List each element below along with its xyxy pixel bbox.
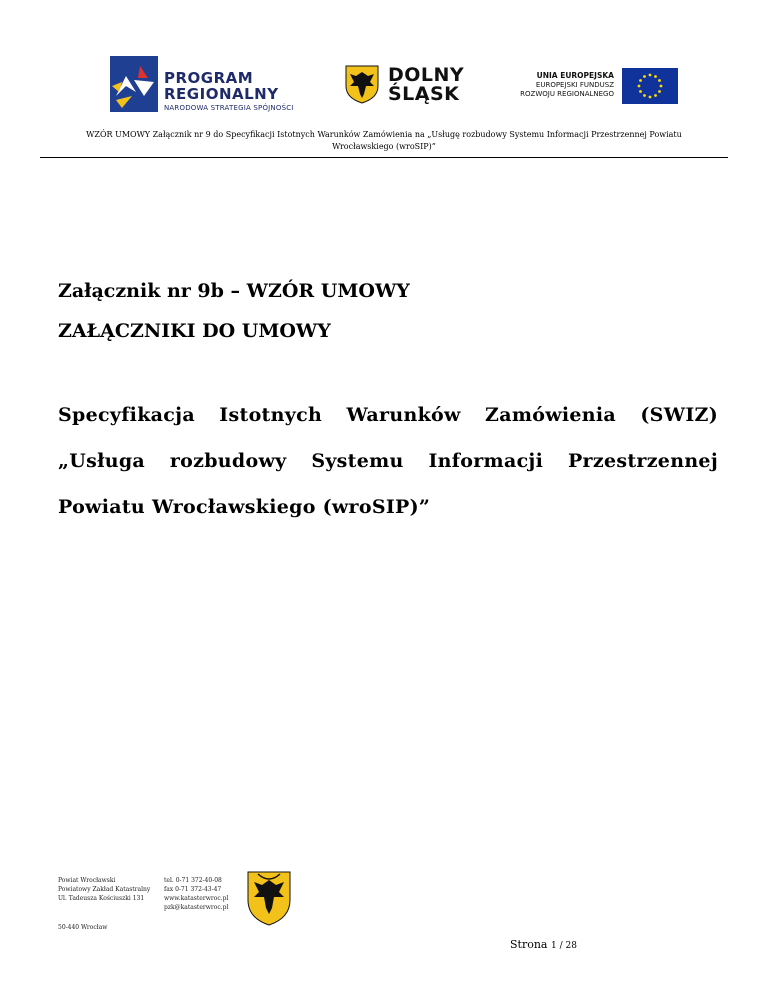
dolny-logo-line1: DOLNY [388, 64, 465, 86]
header-divider [40, 157, 728, 158]
program-logo-line1: PROGRAM [164, 69, 254, 87]
footer-email: pzk@katasterwroc.pl [164, 904, 229, 911]
eu-logo-line2: EUROPEJSKI FUNDUSZ [535, 81, 614, 89]
document-subtitle: ZAŁĄCZNIKI DO UMOWY [58, 320, 331, 342]
program-regionalny-logo [110, 56, 310, 112]
document-title: Załącznik nr 9b – WZÓR UMOWY [58, 280, 410, 302]
header-line1: WZÓR UMOWY Załącznik nr 9 do Specyfikacji Istotnych Warunków Zamówienia na „Usługę rozbudowy Systemu Informacji Przestrzennej Powiatu [86, 130, 682, 139]
spec-line1: Specyfikacja Istotnych Warunków Zamówienia (SWIZ) [58, 404, 718, 426]
footer-phone: tel. 0-71 372-40-08 [164, 877, 222, 884]
page-number [510, 938, 577, 951]
eu-flag-icon [622, 68, 678, 104]
program-logo-line2: REGIONALNY [164, 85, 279, 103]
dolny-logo-line2: ŚLĄSK [388, 83, 460, 105]
eagle-crest-icon [344, 64, 380, 104]
footer-address-line: Powiat Wrocławski [58, 877, 116, 884]
page-header [40, 129, 728, 153]
page-label: Strona [510, 938, 548, 951]
eu-logo-line3: ROZWOJU REGIONALNEGO [520, 90, 614, 98]
program-regionalny-emblem-icon [110, 56, 158, 112]
footer-website: www.katasterwroc.pl [164, 895, 229, 902]
footer-address-line: Powiatowy Zakład Katastralny [58, 886, 151, 893]
spec-line2: „Usługa rozbudowy Systemu Informacji Przestrzennej [58, 450, 718, 472]
powiat-crest-icon [246, 870, 292, 926]
footer-contact [164, 876, 228, 912]
footer-fax: fax 0-71 372-43-47 [164, 886, 222, 893]
eu-logo [508, 68, 678, 104]
page-count: 1 / 28 [550, 941, 577, 951]
program-logo-line3: NARODOWA STRATEGIA SPÓJNOŚCI [164, 104, 294, 112]
eu-logo-line1: UNIA EUROPEJSKA [536, 71, 614, 80]
header-line2: Wrocławskiego (wroSIP)” [332, 142, 436, 151]
dolny-slask-logo [344, 64, 474, 106]
footer-city: 50-440 Wrocław [58, 924, 108, 931]
footer-address [58, 876, 150, 903]
footer-address-line: Ul. Tadeusza Kościuszki 131 [58, 895, 145, 902]
spec-line3: Powiatu Wrocławskiego (wroSIP)” [58, 496, 431, 518]
